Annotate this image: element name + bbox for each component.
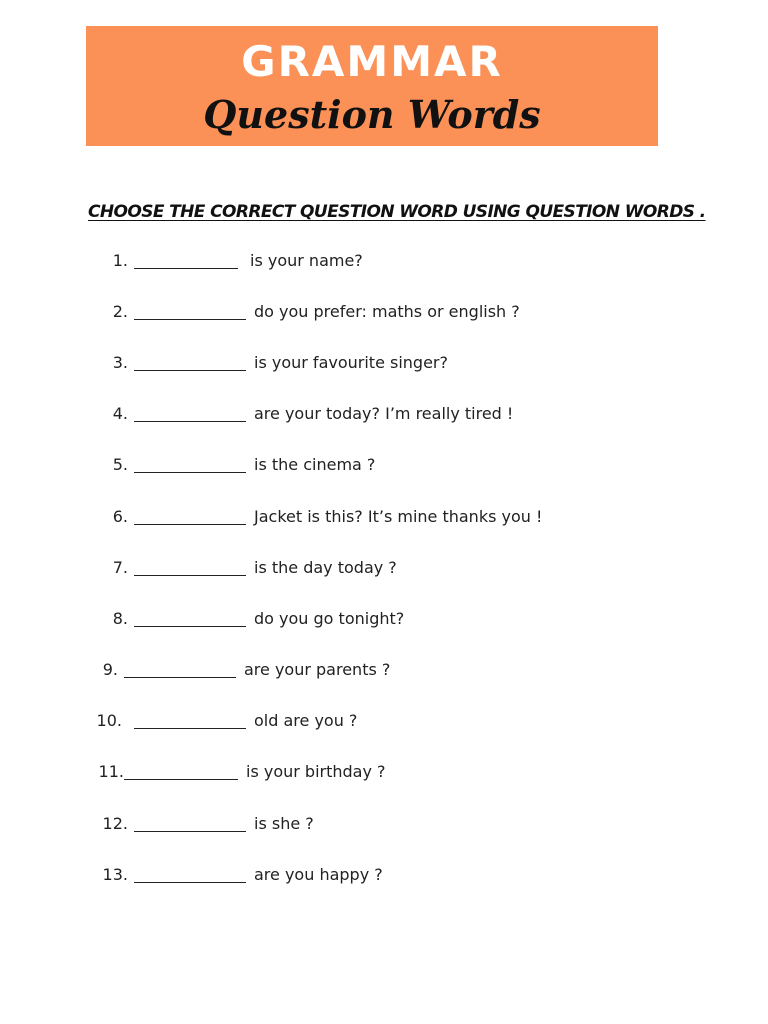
question-item [0, 655, 390, 683]
question-text: are you happy ? [254, 864, 383, 884]
answer-blank[interactable] [134, 866, 246, 883]
question-text: is she ? [254, 813, 314, 833]
question-text: Jacket is this? It’s mine thanks you ! [254, 506, 543, 526]
question-text: is the day today ? [254, 557, 397, 577]
question-text: do you prefer: maths or english ? [254, 301, 520, 321]
answer-blank[interactable] [134, 303, 246, 320]
answer-blank[interactable] [134, 354, 246, 371]
answer-blank[interactable] [134, 712, 246, 729]
question-number: 3. [112, 352, 128, 372]
question-text: do you go tonight? [254, 608, 405, 628]
question-number: 2. [112, 301, 128, 321]
answer-blank[interactable] [124, 661, 236, 678]
page-subtitle: Question Words [203, 92, 541, 137]
answer-blank[interactable] [134, 456, 246, 473]
question-number: 11. [98, 761, 124, 781]
question-number: 8. [112, 608, 128, 628]
question-item [0, 502, 542, 530]
answer-blank[interactable] [134, 508, 246, 525]
question-item [0, 809, 314, 837]
question-number: 10. [96, 710, 122, 730]
header-banner [86, 26, 658, 146]
answer-blank[interactable] [124, 763, 238, 780]
question-number: 5. [112, 454, 128, 474]
answer-blank[interactable] [134, 405, 246, 422]
question-item [0, 246, 363, 274]
question-text: are your parents ? [244, 659, 391, 679]
question-text: is your name? [250, 250, 363, 270]
question-number: 9. [102, 659, 118, 679]
question-text: are your today? I’m really tired ! [254, 403, 514, 423]
answer-blank[interactable] [134, 252, 238, 269]
answer-blank[interactable] [134, 610, 246, 627]
question-number: 1. [112, 250, 128, 270]
answer-blank[interactable] [134, 559, 246, 576]
question-item [0, 399, 513, 427]
instruction-heading: CHOOSE THE CORRECT QUESTION WORD USING QUESTION WORDS . [88, 202, 706, 222]
question-item [0, 450, 375, 478]
question-item [0, 297, 520, 325]
question-item [0, 553, 397, 581]
question-item [0, 757, 386, 785]
question-number: 6. [112, 506, 128, 526]
question-item [0, 604, 404, 632]
question-text: is the cinema ? [254, 454, 376, 474]
question-text: is your favourite singer? [254, 352, 448, 372]
question-item [0, 860, 383, 888]
question-item [0, 706, 357, 734]
question-text: is your birthday ? [246, 761, 386, 781]
answer-blank[interactable] [134, 815, 246, 832]
question-number: 7. [112, 557, 128, 577]
question-number: 12. [102, 813, 128, 833]
question-number: 13. [102, 864, 128, 884]
page-title: GRAMMAR [241, 37, 503, 86]
question-text: old are you ? [254, 710, 358, 730]
question-item [0, 348, 448, 376]
question-number: 4. [112, 403, 128, 423]
